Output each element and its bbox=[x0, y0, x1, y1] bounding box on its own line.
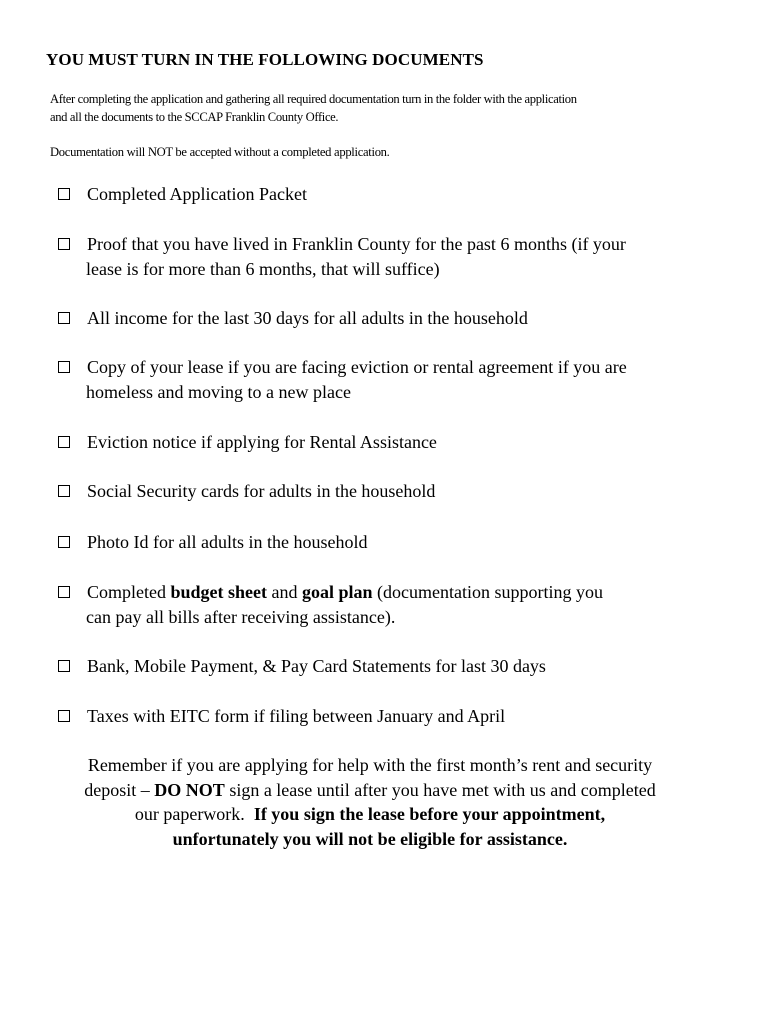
checklist-item-text-post: (documentation supporting you bbox=[372, 582, 604, 602]
checklist-item-continuation: lease is for more than 6 months, that will suffice) bbox=[86, 258, 440, 279]
checkbox[interactable] bbox=[58, 312, 70, 324]
checklist-item-social-security bbox=[58, 479, 718, 504]
intro-paragraph bbox=[50, 91, 710, 126]
checklist-item-statements bbox=[58, 654, 718, 679]
checklist-item-continuation: can pay all bills after receiving assistance). bbox=[86, 606, 396, 627]
intro-note: Documentation will NOT be accepted without a completed application. bbox=[50, 145, 390, 159]
checklist-item-text-mid: and bbox=[267, 582, 303, 602]
checklist-item-residency bbox=[58, 232, 718, 281]
checkbox[interactable] bbox=[58, 586, 70, 598]
checklist-item-text: Eviction notice if applying for Rental Assistance bbox=[87, 432, 437, 452]
checklist-item-text: Proof that you have lived in Franklin County for the past 6 months (if your bbox=[87, 234, 626, 254]
checklist-item-text: Taxes with EITC form if filing between January and April bbox=[87, 706, 506, 726]
checklist-item-application bbox=[58, 182, 718, 207]
checkbox[interactable] bbox=[58, 361, 70, 373]
goal-plan-label: goal plan bbox=[302, 582, 373, 602]
do-not-emphasis: DO NOT bbox=[154, 779, 225, 800]
checklist-item-taxes bbox=[58, 704, 718, 729]
checkbox[interactable] bbox=[58, 485, 70, 497]
checkbox[interactable] bbox=[58, 536, 70, 548]
warning-emphasis-continued: unfortunately you will not be eligible for assistance. bbox=[172, 828, 568, 849]
checklist-item-text: Photo Id for all adults in the household bbox=[87, 532, 368, 552]
checkbox[interactable] bbox=[58, 710, 70, 722]
checklist-item-text: Completed Application Packet bbox=[87, 184, 307, 204]
checklist-item-text-pre: Completed bbox=[87, 582, 171, 602]
checkbox[interactable] bbox=[58, 188, 70, 200]
closing-line-3-pre: our paperwork. bbox=[134, 804, 254, 824]
checklist-item-budget bbox=[58, 580, 718, 629]
checklist-item-text: Bank, Mobile Payment, & Pay Card Statements for last 30 days bbox=[87, 656, 546, 676]
checklist-item-photo-id bbox=[58, 530, 718, 555]
intro-line-1: After completing the application and gathering all required documentation turn in the folder with the application bbox=[50, 92, 577, 106]
checklist-item-income bbox=[58, 306, 718, 331]
closing-line-1: Remember if you are applying for help with the first month’s rent and security bbox=[87, 755, 653, 775]
closing-paragraph bbox=[30, 753, 710, 851]
checklist-item-text: All income for the last 30 days for all adults in the household bbox=[87, 308, 528, 328]
checklist-item-continuation: homeless and moving to a new place bbox=[86, 381, 351, 402]
checklist-item-eviction-notice bbox=[58, 430, 718, 455]
intro-line-2: and all the documents to the SCCAP Franklin County Office. bbox=[50, 109, 339, 124]
closing-line-2-pre: deposit – bbox=[84, 779, 155, 800]
checklist-item-text: Copy of your lease if you are facing eviction or rental agreement if you are bbox=[87, 357, 627, 377]
checkbox[interactable] bbox=[58, 436, 70, 448]
checkbox[interactable] bbox=[58, 660, 70, 672]
closing-line-2-post: sign a lease until after you have met with us and completed bbox=[224, 779, 656, 800]
budget-sheet-label: budget sheet bbox=[170, 582, 268, 602]
checklist-item-text: Social Security cards for adults in the household bbox=[87, 481, 436, 501]
checkbox[interactable] bbox=[58, 238, 70, 250]
checklist-item-lease bbox=[58, 355, 718, 404]
warning-emphasis: If you sign the lease before your appointment, bbox=[253, 804, 606, 824]
page-title: YOU MUST TURN IN THE FOLLOWING DOCUMENTS bbox=[46, 50, 484, 69]
